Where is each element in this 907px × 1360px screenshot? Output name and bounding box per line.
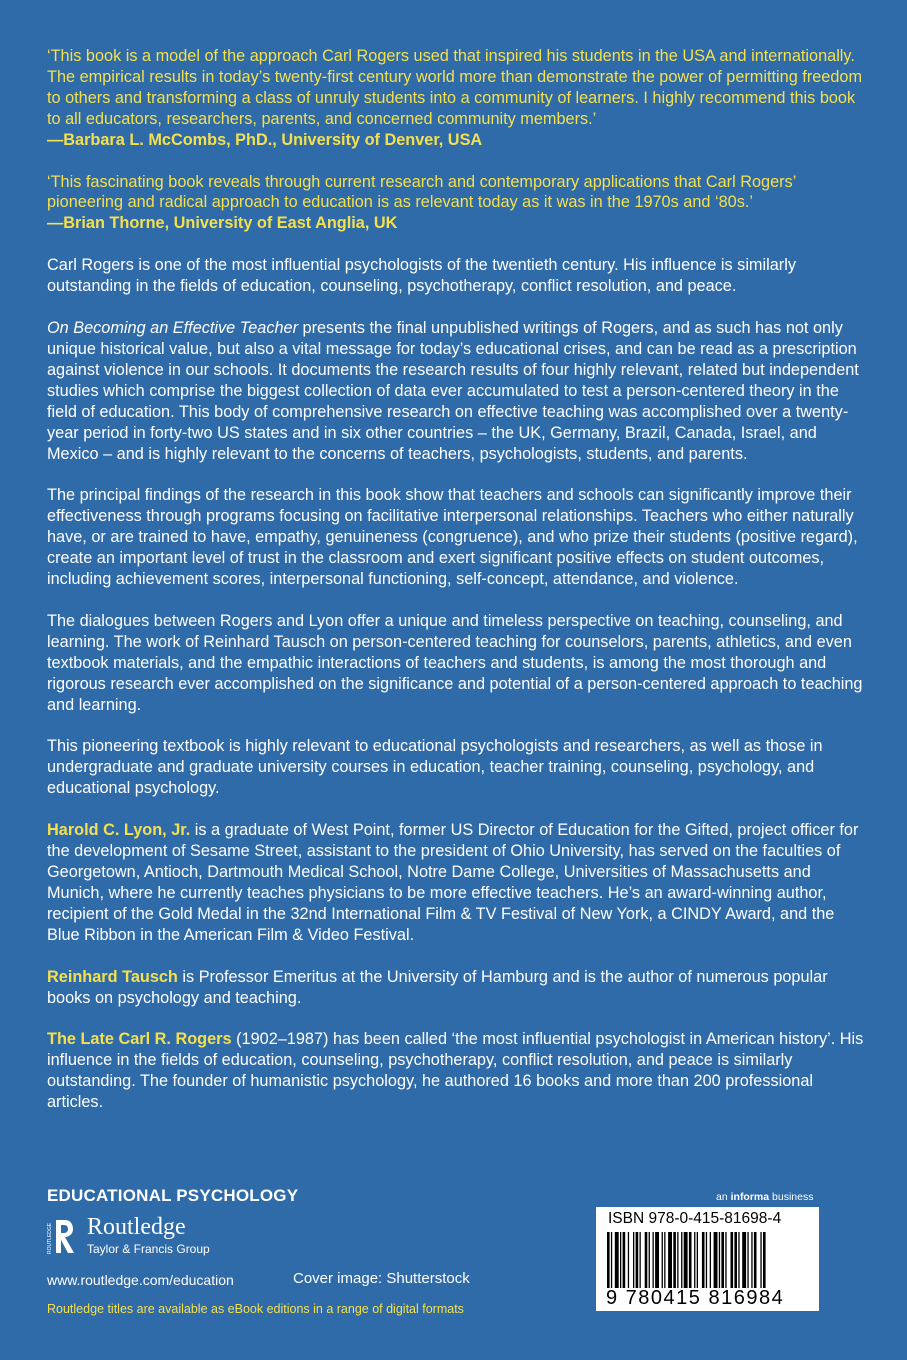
barcode-bar — [751, 1232, 752, 1288]
intro-paragraph: Carl Rogers is one of the most influential psychologists of the twentieth century. His influence is similarly outstanding in the fields of education, counseling, psychotherapy, conflict resolution, and peace. — [47, 256, 796, 296]
quote-attribution: —Brian Thorne, University of East Anglia, UK — [47, 214, 398, 233]
barcode-bar — [673, 1232, 676, 1288]
ebook-note: Routledge titles are available as eBook editions in a range of digital formats — [47, 1302, 464, 1316]
category-label: EDUCATIONAL PSYCHOLOGY — [47, 1186, 299, 1205]
author-bio — [47, 967, 865, 1009]
barcode-bar — [706, 1232, 707, 1288]
barcode-bar — [681, 1232, 682, 1288]
barcode-bar — [611, 1232, 612, 1288]
book-title: On Becoming an Effective Teacher — [47, 319, 298, 338]
barcode-bar — [714, 1232, 718, 1288]
book-description-paragraph — [47, 318, 865, 464]
barcode-bar — [677, 1232, 678, 1288]
informa-business-label — [716, 1191, 813, 1203]
isbn-number: ISBN 978-0-415-81698-4 — [608, 1210, 782, 1227]
routledge-side-text: ROUTLEDGE — [47, 1222, 53, 1254]
isbn-barcode — [596, 1207, 819, 1311]
barcode-bar — [655, 1232, 659, 1288]
barcode-bar — [653, 1232, 654, 1288]
barcode-bar — [742, 1232, 746, 1288]
author-bio-text: (1902–1987) has been called ‘the most influential psychologist in American history’. His influence in the fields of education, counseling, psychotherapy, conflict resolution, and peace is similarly outstanding. The founder of humanistic psychology, he authored 16 books and more than 200 professional articles. — [47, 1030, 864, 1112]
informa-brand: informa — [730, 1191, 770, 1203]
barcode-bar — [721, 1232, 724, 1288]
barcode-bar — [628, 1232, 629, 1288]
barcode-bar — [684, 1232, 688, 1288]
relevance-paragraph: This pioneering textbook is highly relevant to educational psychologists and researchers, as well as those in undergraduate and graduate university courses in education, teacher training, counseling, psychology, and educational psychology. — [47, 737, 823, 798]
barcode-bar — [754, 1232, 757, 1288]
barcode-bar — [607, 1232, 610, 1288]
endorsement-quote — [47, 46, 865, 151]
book-description: presents the final unpublished writings of Rogers, and as such has not only unique historical value, but also a vital message for today’s educational crises, and can be read as a prescription against violence in our schools. It documents the research results of four highly relevant, related but independent studies which comprise the biggest collection of data ever accumulated to test a person-centered theory in the field of education. This body of comprehensive research on effective teaching was accomplished over a twenty-year period in forty-two US states and in six other countries – the UK, Germany, Brazil, Canada, Israel, and Mexico – and is highly relevant to the concerns of teachers, psychologists, students, and parents. — [47, 319, 859, 463]
barcode-bar — [702, 1232, 705, 1288]
barcode-bar — [668, 1232, 672, 1288]
cover-credit: Cover image: Shutterstock — [293, 1270, 470, 1287]
barcode-bar — [649, 1232, 650, 1288]
quote-attribution: —Barbara L. McCombs, PhD., University of Denver, USA — [47, 130, 483, 149]
author-name: Harold C. Lyon, Jr. — [47, 821, 191, 840]
barcode-bar — [710, 1232, 711, 1288]
dialogues-paragraph: The dialogues between Rogers and Lyon offer a unique and timeless perspective on teaching, counseling, and learning. The work of Reinhard Tausch on person-centered teaching for counselors, parents, athletics, and even textbook materials, and the empathic interactions of teachers and students, is among the most thorough and rigorous research ever accomplished on the significance and potential of a person-centered approach to teaching and learning. — [47, 611, 863, 714]
barcode-bar — [738, 1232, 739, 1288]
routledge-name: Routledge — [87, 1214, 186, 1240]
taylor-francis-group: Taylor & Francis Group — [87, 1242, 210, 1256]
barcode-bar — [662, 1232, 663, 1288]
barcode-bars — [606, 1232, 809, 1288]
barcode-bar — [664, 1232, 665, 1288]
barcode-bar — [763, 1232, 766, 1288]
author-bio-text: is Professor Emeritus at the University of Hamburg and is the author of numerous popular books on psychology and teaching. — [47, 967, 828, 1007]
barcode-bar — [694, 1232, 695, 1288]
barcode-bar — [731, 1232, 734, 1288]
routledge-logo-icon — [47, 1216, 77, 1256]
author-bio — [47, 1029, 865, 1113]
barcode-bar — [636, 1232, 639, 1288]
publisher-footer — [47, 1186, 567, 1316]
author-name: Reinhard Tausch — [47, 967, 178, 986]
barcode-bar — [689, 1232, 692, 1288]
author-bio-text: is a graduate of West Point, former US Director of Education for the Gifted, project officer for the development of Sesame Street, assistant to the president of Ohio University, has served on the faculties of Georgetown, Antioch, Dartmouth Medical School, Notre Dame College, Universities of Massachusetts and Munich, where he currently teaches physicians to be more effective teachers. He’s an award-winning author, recipient of the Gold Medal in the 32nd International Film & TV Festival of New York, a CINDY Award, and the Blue Ribbon in the American Film & Video Festival. — [47, 821, 859, 944]
barcode-bar — [747, 1232, 748, 1288]
back-cover-text — [47, 46, 865, 1113]
informa-suffix: business — [769, 1191, 814, 1203]
barcode-number: 9 780415 816984 — [606, 1287, 785, 1309]
barcode-bar — [620, 1232, 621, 1288]
barcode-bar — [615, 1232, 619, 1288]
barcode-bar — [640, 1232, 641, 1288]
barcode-bar — [623, 1232, 626, 1288]
barcode-bar — [760, 1232, 761, 1288]
author-name: The Late Carl R. Rogers — [47, 1030, 232, 1049]
barcode-bar — [633, 1232, 634, 1288]
barcode-bar — [645, 1232, 648, 1288]
barcode-bar — [734, 1232, 737, 1288]
informa-prefix: an — [716, 1191, 731, 1203]
barcode-bar — [719, 1232, 720, 1288]
routledge-logo — [47, 1216, 277, 1264]
endorsement-quote — [47, 172, 865, 235]
barcode-bar — [725, 1232, 726, 1288]
publisher-url[interactable]: www.routledge.com/education — [47, 1272, 234, 1288]
quote-text: ‘This book is a model of the approach Carl Rogers used that inspired his students in the USA and internationally. The empirical results in today’s twenty-first century world more than demonstrate the power of permitting freedom to others and transforming a class of unruly students into a community of learners. I highly recommend this book to all educators, researchers, parents, and concerned community members.’ — [47, 47, 863, 128]
quote-text: ‘This fascinating book reveals through current research and contemporary applications that Carl Rogers’ pioneering and radical approach to education is as relevant today as it was in the 1970s and ‘80s.’ — [47, 172, 796, 212]
author-bio — [47, 820, 865, 945]
barcode-bar — [697, 1232, 698, 1288]
findings-paragraph: The principal findings of the research in this book show that teachers and schools can significantly improve their effectiveness through programs focusing on facilitative interpersonal relationships. Teachers who either naturally have, or are trained to have, empathy, genuineness (congruence), and who prize their students (positive regard), create an important level of trust in the classroom and exert significant positive effects on student outcomes, including achievement scores, interpersonal functioning, self-concept, attendance, and violence. — [47, 486, 858, 589]
